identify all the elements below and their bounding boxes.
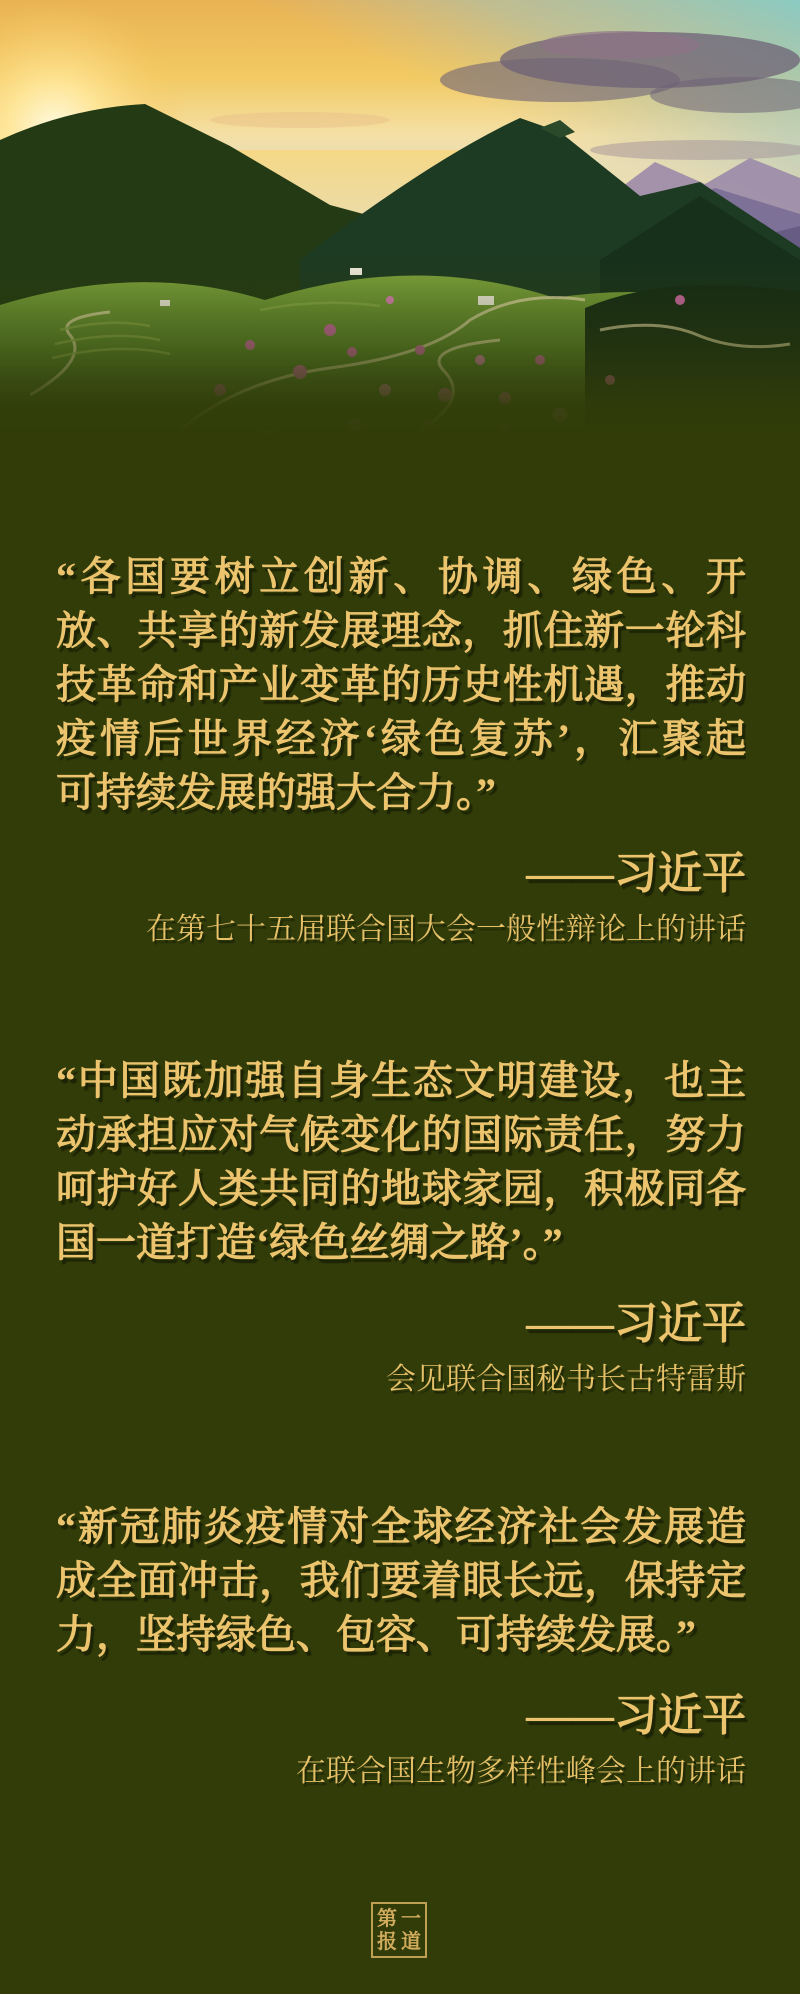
quote-3-lines xyxy=(56,1500,746,1662)
quote-block-3 xyxy=(56,1500,746,1792)
quote-attribution: ——习近平 xyxy=(526,1691,746,1740)
quote-source: 在联合国生物多样性峰会上的讲话 xyxy=(296,1755,746,1788)
seal-char: 报 xyxy=(377,1930,397,1953)
seal-char: 第 xyxy=(377,1907,397,1930)
quote-2-lines xyxy=(56,1054,746,1270)
quote-line: 国一道打造‘绿色丝绸之路’。” xyxy=(56,1220,563,1265)
quote-source: 会见联合国秘书长古特雷斯 xyxy=(386,1363,746,1396)
quote-attribution: ——习近平 xyxy=(526,1299,746,1348)
seal-char: 道 xyxy=(401,1930,421,1953)
hero-photo xyxy=(0,0,800,440)
hero-photo-art xyxy=(0,0,800,440)
quote-line: “中国既加强自身生态文明建设，也主 xyxy=(56,1058,746,1103)
quote-block-1 xyxy=(56,550,746,950)
quote-line: 放、共享的新发展理念，抓住新一轮科 xyxy=(56,608,746,653)
quote-line: “各国要树立创新、协调、绿色、开 xyxy=(56,554,746,599)
quote-line: 疫情后世界经济‘绿色复苏’，汇聚起 xyxy=(56,716,746,761)
quote-line: “新冠肺炎疫情对全球经济社会发展造 xyxy=(56,1504,746,1549)
quote-1-lines xyxy=(56,550,746,820)
quote-line: 技革命和产业变革的历史性机遇，推动 xyxy=(56,662,746,707)
quote-line: 动承担应对气候变化的国际责任，努力 xyxy=(56,1112,746,1157)
quote-block-2 xyxy=(56,1054,746,1400)
quote-line: 可持续发展的强大合力。” xyxy=(56,770,496,815)
seal-char: 一 xyxy=(401,1907,421,1930)
quote-line: 力，坚持绿色、包容、可持续发展。” xyxy=(56,1612,696,1657)
dark-forest xyxy=(585,285,800,440)
quote-attribution: ——习近平 xyxy=(526,849,746,898)
quote-source: 在第七十五届联合国大会一般性辩论上的讲话 xyxy=(146,913,746,946)
quote-line: 成全面冲击，我们要着眼长远，保持定 xyxy=(56,1558,746,1603)
footer-seal xyxy=(371,1902,427,1958)
quote-line: 呵护好人类共同的地球家园，积极同各 xyxy=(56,1166,746,1211)
